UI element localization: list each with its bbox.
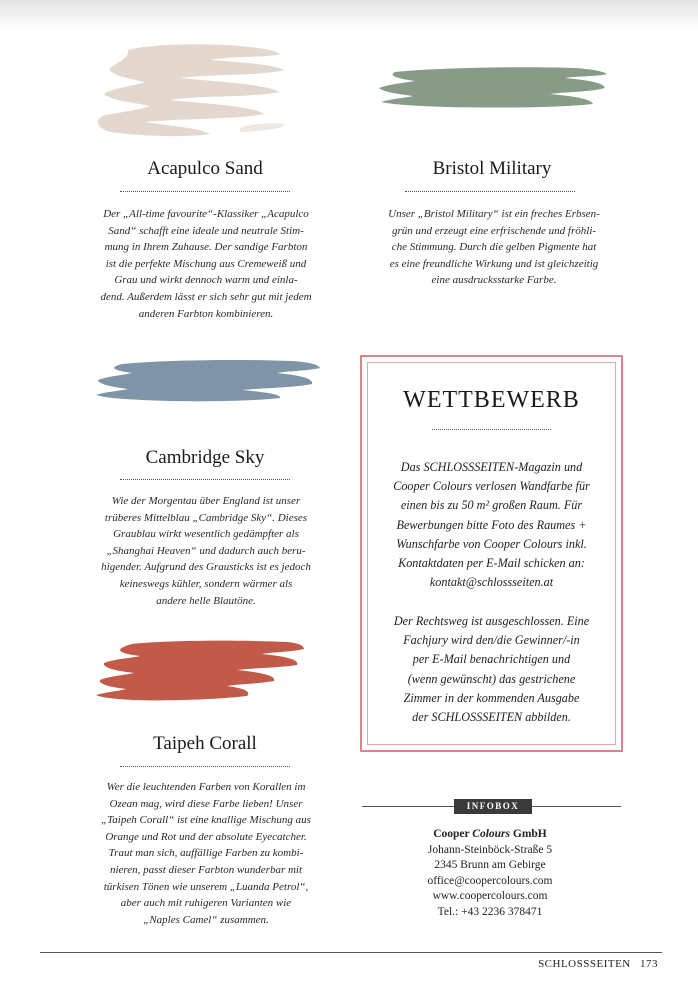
taipeh-corall-divider	[120, 766, 290, 767]
infobox-body	[400, 827, 580, 920]
infobox-email-link[interactable]: office@coopercolours.com	[427, 874, 553, 887]
taipeh-corall-description: Wer die leuchtenden Farben von Korallen im Ozean mag, wird diese Farbe lieben! Unser „Taipeh Corall“ ist eine knallige Mischung aus Orange und Rot und der absolute Eyecatcher. Traut man sich, auffällige Farben zu kombi- nieren, passt dieser Farbton wunderbar mit türkisen Tönen wie unserem „Luanda Petrol“, aber auch mit ruhigeren Varianten wie „Naples Camel“ zusammen.	[101, 781, 311, 926]
infobox-label: INFOBOX	[454, 799, 532, 814]
bristol-military-divider	[405, 191, 575, 192]
wettbewerb-contact-email[interactable]: kontakt@schlossseiten.at	[429, 575, 554, 590]
cambridge-sky-title: Cambridge Sky	[145, 447, 265, 468]
cambridge-sky-description: Wie der Morgentau über England ist unser trüberes Mittelblau „Cambridge Sky“. Dieses Graublau wirkt wesentlich gedämpfter als „Shanghai Heaven“ und dadurch auch beru- higender. Aufgrund des Grausticks ist es jedoch keineswegs kühler, sondern wärmer als andere helle Blautöne.	[101, 495, 311, 607]
acapulco-sand-divider	[120, 191, 290, 192]
infobox-city: 2345 Brunn am Gebirge	[434, 859, 546, 871]
taipeh-corall-brush-stroke	[92, 638, 307, 708]
footer-magazine-name: SCHLOSSSEITEN	[538, 958, 631, 970]
cambridge-sky-swatch	[92, 356, 322, 406]
infobox-street: Johann-Steinböck-Straße 5	[427, 843, 553, 856]
infobox-company: Cooper Colours GmbH	[433, 828, 547, 840]
wettbewerb-paragraph-1: Das SCHLOSSSEITEN-Magazin und Cooper Colours verlosen Wandfarbe für einen bis zu 50 m² großen Raum. Für Bewerbungen bitte Foto des Raumes + Wunschfarbe von Cooper Colours inkl. Kontaktdaten per E-Mail schicken an: kontakt@schlossseiten.at	[374, 458, 609, 592]
infobox-phone: Tel.: +43 2236 378471	[437, 905, 543, 918]
footer-rule	[40, 952, 662, 953]
acapulco-sand-title: Acapulco Sand	[147, 158, 263, 179]
cambridge-sky-brush-stroke	[92, 356, 322, 406]
page-top-shade	[0, 0, 698, 30]
taipeh-corall-title: Taipeh Corall	[153, 733, 257, 754]
taipeh-corall-swatch	[92, 638, 307, 708]
page-footer	[538, 958, 658, 970]
bristol-military-brush-stroke	[375, 62, 610, 112]
acapulco-sand-swatch	[90, 40, 290, 150]
wettbewerb-paragraph-2: Der Rechtsweg ist ausgeschlossen. Eine Fachjury wird den/die Gewinner/-in per E-Mail benachrichtigen und (wenn gewünscht) das gestrichene Zimmer in der kommenden Ausgabe der SCHLOSSSEITEN abbilden.	[393, 614, 590, 725]
bristol-military-description: Unser „Bristol Military“ ist ein freches Erbsen- grün und erzeugt eine erfrischende und fröhli- che Stimmung. Durch die gelben Pigmente hat es eine freundliche Wirkung und ist gleichzeitig eine ausdrucksstarke Farbe.	[388, 208, 600, 287]
acapulco-sand-description: Der „All-time favourite“-Klassiker „Acapulco Sand“ schafft eine ideale und neutrale Stim- mung in Ihrem Zuhause. Der sandige Farbton ist die perfekte Mischung aus Cremeweiß und Grau und wirkt dennoch warm und einla- dend. Außerdem lässt er sich sehr gut mit jedem anderen Farbton kombinieren.	[100, 208, 312, 320]
bristol-military-title: Bristol Military	[432, 158, 552, 179]
wettbewerb-title: WETTBEWERB	[403, 387, 580, 413]
infobox-website-link[interactable]: www.coopercolours.com	[432, 890, 548, 902]
wettbewerb-divider	[432, 429, 551, 430]
bristol-military-swatch	[375, 62, 610, 112]
acapulco-sand-brush-stroke	[90, 40, 290, 150]
cambridge-sky-divider	[120, 479, 290, 480]
footer-page-number: 173	[640, 958, 658, 970]
wettbewerb-box	[360, 355, 623, 752]
